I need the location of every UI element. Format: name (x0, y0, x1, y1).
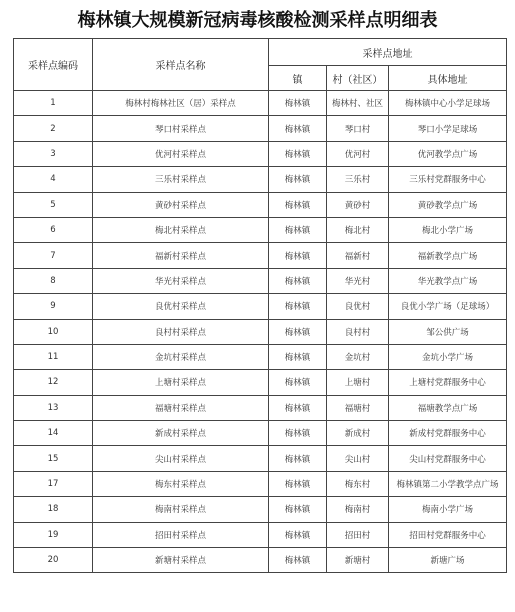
cell-town: 梅林镇 (269, 141, 327, 166)
table-row (14, 91, 507, 116)
cell-name: 良村村采样点 (93, 319, 269, 344)
table-row (14, 471, 507, 496)
cell-detail: 黄砂教学点广场 (389, 192, 507, 217)
table-row (14, 243, 507, 268)
cell-village: 福塘村 (327, 395, 389, 420)
cell-village: 华光村 (327, 268, 389, 293)
table-row (14, 446, 507, 471)
page-title: 梅林镇大规模新冠病毒核酸检测采样点明细表 (77, 10, 438, 31)
cell-town: 梅林镇 (269, 421, 327, 446)
cell-town: 梅林镇 (269, 446, 327, 471)
table-row (14, 344, 507, 369)
cell-code: 3 (14, 141, 93, 166)
cell-village: 新塘村 (327, 548, 389, 573)
header-village: 村（社区） (327, 66, 389, 91)
cell-name: 华光村采样点 (93, 268, 269, 293)
cell-code: 15 (14, 446, 93, 471)
cell-detail: 福新教学点广场 (389, 243, 507, 268)
cell-detail: 邹公供广场 (389, 319, 507, 344)
cell-village: 梅南村 (327, 497, 389, 522)
cell-village: 梅北村 (327, 217, 389, 242)
cell-town: 梅林镇 (269, 294, 327, 319)
cell-name: 金坑村采样点 (93, 344, 269, 369)
cell-detail: 福塘教学点广场 (389, 395, 507, 420)
cell-code: 4 (14, 167, 93, 192)
table-row (14, 192, 507, 217)
cell-detail: 良优小学广场（足球场） (389, 294, 507, 319)
table-row (14, 294, 507, 319)
cell-code: 12 (14, 370, 93, 395)
cell-name: 梅北村采样点 (93, 217, 269, 242)
cell-village: 金坑村 (327, 344, 389, 369)
cell-code: 17 (14, 471, 93, 496)
cell-name: 优河村采样点 (93, 141, 269, 166)
table-row (14, 217, 507, 242)
table-row (14, 370, 507, 395)
cell-town: 梅林镇 (269, 497, 327, 522)
cell-village: 新成村 (327, 421, 389, 446)
header-detail-address: 具体地址 (389, 66, 507, 91)
cell-detail: 梅林镇中心小学足球场 (389, 91, 507, 116)
cell-code: 11 (14, 344, 93, 369)
cell-detail: 三乐村党群服务中心 (389, 167, 507, 192)
cell-name: 招田村采样点 (93, 522, 269, 547)
cell-town: 梅林镇 (269, 319, 327, 344)
header-point-address: 采样点地址 (269, 39, 507, 66)
cell-town: 梅林镇 (269, 344, 327, 369)
cell-detail: 梅林镇第二小学教学点广场 (389, 471, 507, 496)
cell-town: 梅林镇 (269, 268, 327, 293)
cell-name: 福新村采样点 (93, 243, 269, 268)
cell-detail: 上塘村党群服务中心 (389, 370, 507, 395)
cell-detail: 华光教学点广场 (389, 268, 507, 293)
cell-town: 梅林镇 (269, 471, 327, 496)
cell-code: 5 (14, 192, 93, 217)
cell-name: 良优村采样点 (93, 294, 269, 319)
cell-code: 1 (14, 91, 93, 116)
cell-code: 7 (14, 243, 93, 268)
table-row (14, 167, 507, 192)
cell-town: 梅林镇 (269, 167, 327, 192)
cell-village: 良优村 (327, 294, 389, 319)
cell-village: 招田村 (327, 522, 389, 547)
cell-code: 18 (14, 497, 93, 522)
table-row (14, 319, 507, 344)
cell-town: 梅林镇 (269, 91, 327, 116)
table-row (14, 395, 507, 420)
cell-village: 梅东村 (327, 471, 389, 496)
cell-name: 梅东村采样点 (93, 471, 269, 496)
cell-code: 9 (14, 294, 93, 319)
table-row (14, 116, 507, 141)
cell-village: 三乐村 (327, 167, 389, 192)
table-body (14, 91, 507, 573)
cell-code: 20 (14, 548, 93, 573)
cell-detail: 尖山村党群服务中心 (389, 446, 507, 471)
cell-village: 尖山村 (327, 446, 389, 471)
cell-code: 6 (14, 217, 93, 242)
table-row (14, 268, 507, 293)
cell-name: 尖山村采样点 (93, 446, 269, 471)
cell-town: 梅林镇 (269, 243, 327, 268)
cell-town: 梅林镇 (269, 370, 327, 395)
cell-name: 新塘村采样点 (93, 548, 269, 573)
cell-village: 上塘村 (327, 370, 389, 395)
cell-name: 琴口村采样点 (93, 116, 269, 141)
cell-village: 梅林村、社区 (327, 91, 389, 116)
cell-town: 梅林镇 (269, 217, 327, 242)
cell-code: 2 (14, 116, 93, 141)
cell-code: 8 (14, 268, 93, 293)
cell-town: 梅林镇 (269, 522, 327, 547)
header-town: 镇 (269, 66, 327, 91)
table-row (14, 522, 507, 547)
header-point-code: 采样点编码 (14, 39, 93, 91)
cell-name: 福塘村采样点 (93, 395, 269, 420)
cell-name: 新成村采样点 (93, 421, 269, 446)
cell-detail: 琴口小学足球场 (389, 116, 507, 141)
cell-detail: 新成村党群服务中心 (389, 421, 507, 446)
cell-code: 13 (14, 395, 93, 420)
cell-detail: 招田村党群服务中心 (389, 522, 507, 547)
table-row (14, 497, 507, 522)
table-row (14, 421, 507, 446)
table-row (14, 141, 507, 166)
cell-village: 福新村 (327, 243, 389, 268)
cell-town: 梅林镇 (269, 395, 327, 420)
cell-name: 梅南村采样点 (93, 497, 269, 522)
cell-village: 黄砂村 (327, 192, 389, 217)
cell-code: 10 (14, 319, 93, 344)
cell-code: 19 (14, 522, 93, 547)
cell-detail: 金坑小学广场 (389, 344, 507, 369)
cell-village: 琴口村 (327, 116, 389, 141)
cell-village: 优河村 (327, 141, 389, 166)
cell-name: 黄砂村采样点 (93, 192, 269, 217)
cell-town: 梅林镇 (269, 548, 327, 573)
table-row (14, 548, 507, 573)
sampling-points-table (13, 38, 507, 573)
cell-detail: 新塘广场 (389, 548, 507, 573)
cell-name: 梅林村梅林社区（居）采样点 (93, 91, 269, 116)
cell-code: 14 (14, 421, 93, 446)
cell-name: 上塘村采样点 (93, 370, 269, 395)
cell-detail: 优河教学点广场 (389, 141, 507, 166)
cell-name: 三乐村采样点 (93, 167, 269, 192)
cell-detail: 梅南小学广场 (389, 497, 507, 522)
cell-village: 良村村 (327, 319, 389, 344)
header-point-name: 采样点名称 (93, 39, 269, 91)
cell-detail: 梅北小学广场 (389, 217, 507, 242)
cell-town: 梅林镇 (269, 116, 327, 141)
cell-town: 梅林镇 (269, 192, 327, 217)
